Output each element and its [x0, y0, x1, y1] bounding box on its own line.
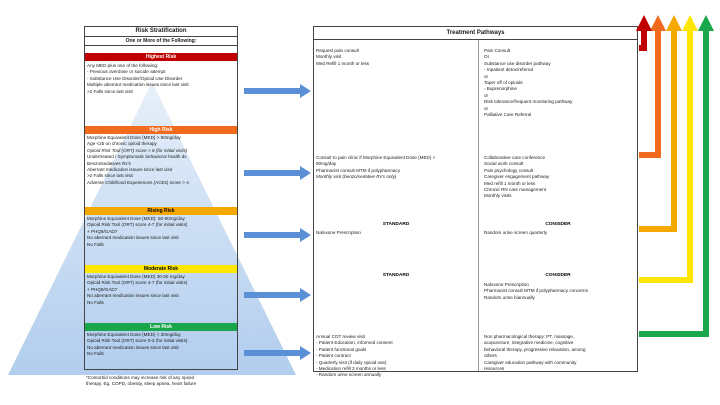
- list-item: Chronic RN care management: [484, 187, 547, 193]
- list-item: Monthly visit: [316, 54, 342, 60]
- tier-line: No aberrant medication issues since last visit: [87, 344, 179, 350]
- tier-line: Age <25 on chronic opioid therapy: [87, 141, 157, 147]
- list-item: - Buprenorphine: [484, 86, 517, 92]
- list-item: - Medication refill 3 months or less: [316, 366, 386, 372]
- list-item: Consult to pain clinic if Morphine Equivalent Dose (MED) >: [316, 155, 436, 160]
- tier-line: Morphine Equivalent Dose (MED) > 90mg/day: [87, 135, 181, 140]
- list-item: - Patient contract: [316, 353, 351, 359]
- up-arrow-icon: [650, 15, 666, 31]
- list-item: Caregiver education pathway with community: [484, 359, 577, 365]
- list-item: Collaborative care conference: [484, 155, 546, 160]
- list-item: Social work consult: [484, 161, 524, 167]
- tier-line: Opioid Risk Tool (ORT) score 4-7 (for initial visits): [87, 222, 188, 228]
- list-item: Or: [484, 54, 490, 60]
- list-item: behavioral therapy, progressive relaxation, among: [484, 346, 586, 352]
- tier-line: Morphine Equivalent Dose (MED) < 30mg/day: [87, 332, 181, 337]
- list-item: Non pharmacological therapy: PT, massage,: [484, 334, 575, 339]
- tier-line: No Falls: [87, 299, 104, 305]
- standard-header: STANDARD: [382, 222, 410, 227]
- list-item: Pain Consult: [484, 48, 511, 53]
- list-item: Random urine screen quarterly: [484, 230, 548, 235]
- tier-line: Morphine Equivalent Dose (MED) 30-50 mg/day: [87, 274, 185, 279]
- list-item: Palliative Care Referral: [484, 112, 532, 118]
- list-item: or: [484, 92, 489, 98]
- risk-stratification-title: Risk Stratification: [85, 27, 237, 37]
- tier-line: No aberrant medication issues since last visit: [87, 235, 179, 241]
- list-item: acupuncture, integrative medicine, cognitive: [484, 340, 574, 346]
- list-item: resources: [484, 366, 505, 372]
- list-item: - Patient Education, informed consent: [316, 340, 393, 346]
- tier-label-high: High Risk: [149, 127, 173, 133]
- list-item: Med refill 1 month or less: [484, 180, 536, 186]
- tier-line: No Falls: [87, 351, 104, 357]
- tier-line: Opioid Risk Tool (ORT) score 4-7 (for initial visits): [87, 280, 188, 286]
- standard-header: STANDARD: [382, 41, 410, 46]
- up-arrow-icon: [636, 15, 652, 31]
- tier-line: Benzo/sedatives Rx's: [87, 160, 131, 166]
- footnote-line: *Comorbid conditions may increase risk of any opioid: [86, 375, 195, 380]
- tier-line: - Substance Use Disorder/Opioid Use Disorder: [87, 75, 183, 81]
- list-item: or: [484, 105, 489, 111]
- treatment-pathways-title: Treatment Pathways: [314, 27, 637, 40]
- list-item: Caregiver engagement pathway: [484, 174, 550, 180]
- list-item: Monthly visits: [484, 193, 512, 199]
- list-item: Annual COT review visit: [316, 334, 365, 339]
- list-item: Request pain consult: [316, 48, 359, 53]
- tier-label-highest: Highest Risk: [145, 54, 177, 60]
- standard-header: STANDARD: [382, 148, 410, 153]
- footnote-line: therapy. Eg. COPD, obesity, sleep apnea, heart failure: [86, 381, 197, 387]
- list-item: Monthly visit (benzo/sedative Rx's only): [316, 174, 397, 180]
- list-item: - Inpatient detox/referral: [484, 67, 533, 73]
- consider-header: CONSIDER: [545, 327, 571, 332]
- list-item: Pharmacist consult MTM if polypharmacy concerns: [484, 288, 588, 294]
- up-arrow-icon: [698, 15, 714, 31]
- list-item: Risk tolerance/frequent monitoring pathway: [484, 99, 573, 105]
- tier-label-low: Low Risk: [150, 324, 172, 330]
- tier-line: No aberrant medication issues since last visit: [87, 293, 179, 299]
- list-item: 90mg/day: [316, 161, 337, 167]
- list-item: Substance use disorder pathway: [484, 60, 551, 66]
- consider-header: CONSIDER: [545, 148, 571, 153]
- tier-line: >2 Falls since last visit: [87, 88, 133, 94]
- tier-label-rising: Rising Risk: [147, 208, 175, 214]
- list-item: - Quarterly visit (if daily opioid use): [316, 359, 387, 365]
- list-item: Taper off of opioids: [484, 80, 523, 86]
- tier-line: Opioid Risk Tool (ORT) score 0-3 (for initial visits): [87, 338, 188, 344]
- up-arrow-icon: [639, 30, 644, 48]
- list-item: Naloxone Prescription: [484, 282, 529, 287]
- tier-line: No Falls: [87, 241, 104, 247]
- tier-line: Adverse Childhood Experiences (ACEs) score > 4: [87, 179, 189, 185]
- risk-stratification-subtitle: One or More of the Following:: [85, 37, 237, 46]
- standard-header: STANDARD: [382, 327, 410, 332]
- tier-line: >2 Falls since last visit: [87, 173, 133, 179]
- tier-line: + PHQ9/GAD7: [87, 286, 118, 292]
- tier-line: Any MED plus one of the following:: [87, 63, 159, 68]
- list-item: Random urine biannually: [484, 294, 535, 300]
- up-arrow-icon: [666, 15, 682, 31]
- tier-line: Aberrant medication issues since last visit: [87, 167, 173, 173]
- tier-line: + PHQ9/GAD7: [87, 228, 118, 234]
- list-item: or: [484, 73, 489, 79]
- list-item: others: [484, 353, 497, 359]
- list-item: Naloxone Prescription: [316, 230, 361, 235]
- list-item: Pain psychology consult: [484, 167, 534, 173]
- up-arrow-icon: [682, 15, 698, 31]
- list-item: - Random urine screen annually: [316, 372, 382, 378]
- tier-line: - Previous overdose or suicide attempt: [87, 69, 166, 75]
- tier-label-moderate: Moderate Risk: [143, 266, 179, 272]
- consider-header: CONSIDER: [545, 273, 571, 278]
- tier-line: Multiple aberrant medication issues since last visit: [87, 82, 189, 88]
- tier-line: Opioid Risk Tool (ORT) score > 8 (for initial visits): [87, 147, 188, 153]
- consider-header: CONSIDER: [545, 41, 571, 46]
- tier-line: Morphine Equivalent Dose (MED): 50-90mg/day: [87, 216, 185, 221]
- tier-line: Undertreated / Symptomatic behavioral health dx: [87, 154, 187, 160]
- consider-header: CONSIDER: [545, 222, 571, 227]
- standard-header: STANDARD: [382, 273, 410, 278]
- list-item: Med Refill 1 month or less: [316, 60, 370, 66]
- list-item: Pharmacist consult MTM if polypharmacy: [316, 167, 400, 173]
- list-item: - Patient functional goals: [316, 346, 367, 352]
